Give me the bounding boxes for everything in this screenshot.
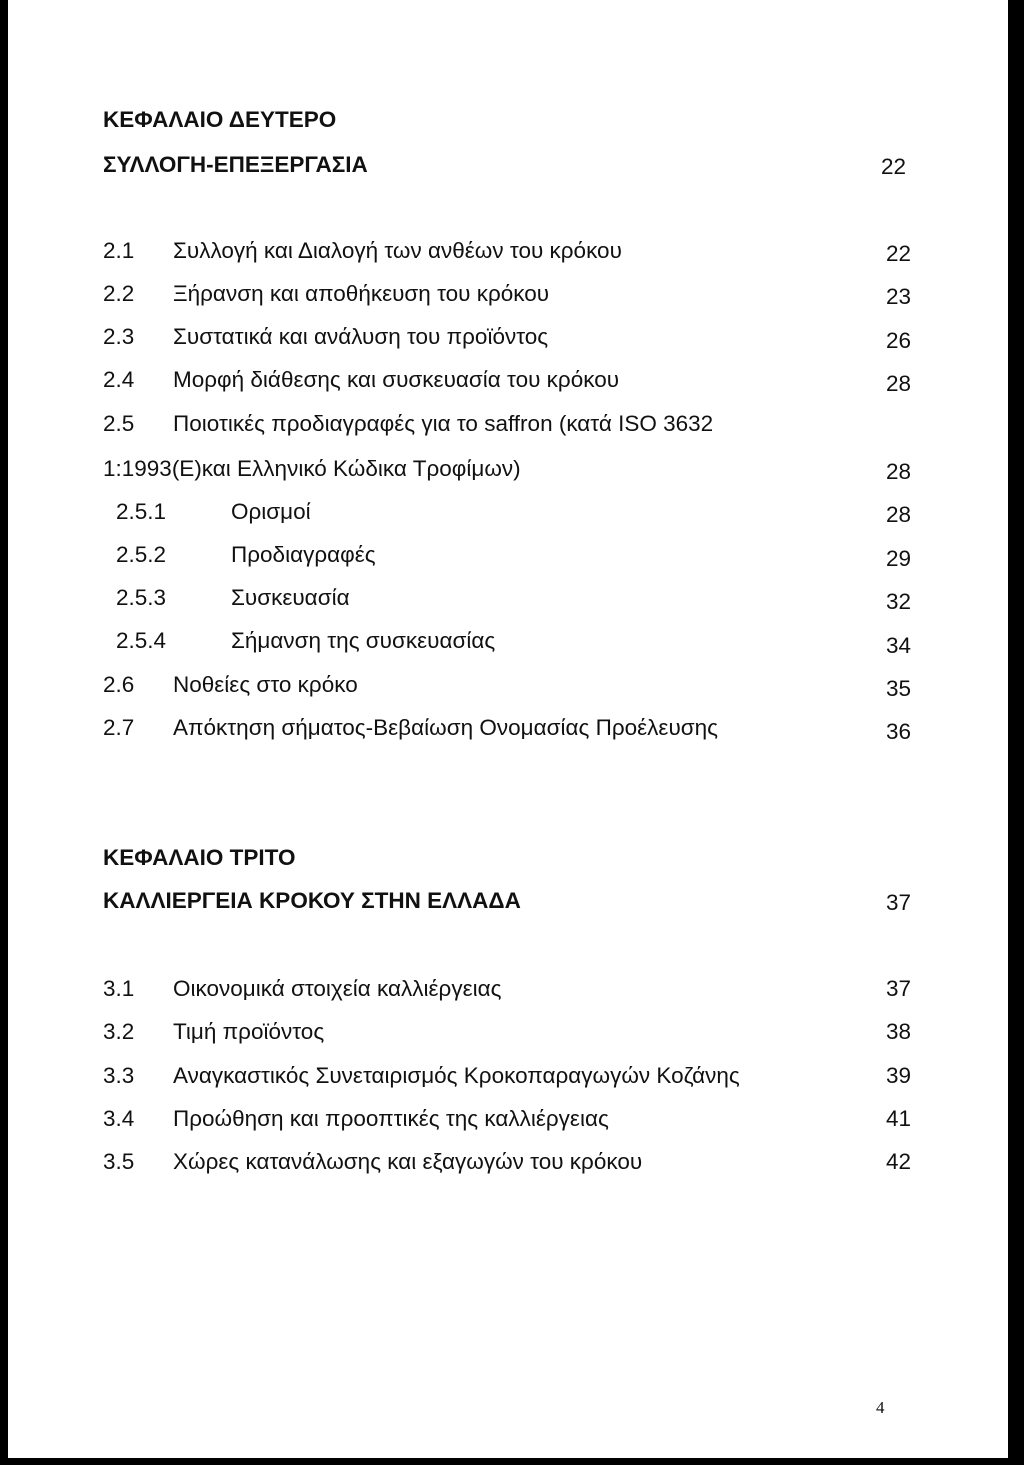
toc-entry-title: Αναγκαστικός Συνεταιρισμός Κροκοπαραγωγών Κοζάνης — [173, 1063, 740, 1088]
chapter-2-title: ΣΥΛΛΟΓΗ-ΕΠΕΞΕΡΓΑΣΙΑ — [103, 152, 368, 177]
toc-entry-title: 1:1993(Ε)και Ελληνικό Κώδικα Τροφίμων) — [103, 456, 521, 481]
toc-entry-page: 32 — [885, 589, 911, 614]
toc-entry-number: 2.2 — [103, 281, 135, 306]
toc-entry-title: Μορφή διάθεσης και συσκευασία του κρόκου — [173, 367, 620, 392]
toc-entry-page: 29 — [885, 546, 911, 571]
toc-entry-page: 28 — [885, 371, 911, 396]
document-page — [8, 0, 1008, 1458]
toc-entry-title: Ορισμοί — [231, 499, 311, 524]
toc-entry-number: 2.5.3 — [116, 585, 167, 610]
toc-entry-title: Ποιοτικές προδιαγραφές για το saffron (κατά ISO 3632 — [173, 411, 714, 436]
toc-entry-number: 2.5.4 — [116, 628, 167, 653]
page-number: 4 — [876, 1398, 885, 1417]
toc-entry-number: 3.1 — [103, 976, 135, 1001]
toc-entry-page: 37 — [885, 976, 911, 1001]
toc-entry-title: Συλλογή και Διαλογή των ανθέων του κρόκου — [173, 238, 622, 263]
toc-entry-page: 35 — [885, 676, 911, 701]
toc-entry-number: 2.3 — [103, 324, 135, 349]
toc-entry-title: Οικονομικά στοιχεία καλλιέργειας — [173, 976, 502, 1001]
toc-entry-title: Νοθείες στο κρόκο — [173, 672, 358, 697]
toc-entry-title: Προώθηση και προοπτικές της καλλιέργειας — [173, 1106, 609, 1131]
toc-entry-number: 3.3 — [103, 1063, 135, 1088]
toc-entry-page: 42 — [885, 1149, 911, 1174]
chapter-3-page: 37 — [885, 890, 911, 915]
toc-entry-number: 2.5.2 — [116, 542, 167, 567]
toc-entry-number: 2.1 — [103, 238, 135, 263]
toc-entry-number: 3.2 — [103, 1019, 135, 1044]
chapter-3-title: ΚΑΛΛΙΕΡΓΕΙΑ ΚΡΟΚΟΥ ΣΤΗΝ ΕΛΛΑΔΑ — [103, 888, 521, 913]
toc-entry-page: 22 — [885, 241, 911, 266]
toc-entry-number: 2.5 — [103, 411, 135, 436]
chapter-2-label: ΚΕΦΑΛΑΙΟ ΔΕΥΤΕΡΟ — [103, 107, 337, 132]
toc-entry-page: 41 — [885, 1106, 911, 1131]
chapter-3-label: ΚΕΦΑΛΑΙΟ ΤΡΙΤΟ — [103, 845, 296, 870]
toc-entry-page: 34 — [885, 633, 911, 658]
toc-entry-title: Σήμανση της συσκευασίας — [231, 628, 496, 653]
toc-entry-number: 2.6 — [103, 672, 135, 697]
toc-entry-page: 26 — [885, 328, 911, 353]
toc-entry-title: Χώρες κατανάλωσης και εξαγωγών του κρόκου — [173, 1149, 643, 1174]
toc-entry-title: Απόκτηση σήματος-Βεβαίωση Ονομασίας Προέλευσης — [173, 715, 718, 740]
toc-entry-page: 28 — [885, 502, 911, 527]
toc-entry-page: 38 — [885, 1019, 911, 1044]
toc-entry-page: 39 — [885, 1063, 911, 1088]
toc-entry-number: 3.5 — [103, 1149, 135, 1174]
toc-entry-title: Τιμή προϊόντος — [173, 1019, 325, 1044]
toc-entry-title: Ξήρανση και αποθήκευση του κρόκου — [173, 281, 550, 306]
toc-entry-number: 3.4 — [103, 1106, 135, 1131]
toc-entry-number: 2.4 — [103, 367, 135, 392]
toc-entry-title: Συστατικά και ανάλυση του προϊόντος — [173, 324, 549, 349]
chapter-2-page: 22 — [880, 154, 906, 179]
toc-entry-number: 2.7 — [103, 715, 135, 740]
toc-entry-page: 28 — [885, 459, 911, 484]
toc-entry-page: 36 — [885, 719, 911, 744]
toc-entry-title: Προδιαγραφές — [231, 542, 376, 567]
toc-entry-title: Συσκευασία — [231, 585, 350, 610]
toc-entry-page: 23 — [885, 284, 911, 309]
toc-entry-number: 2.5.1 — [116, 499, 167, 524]
